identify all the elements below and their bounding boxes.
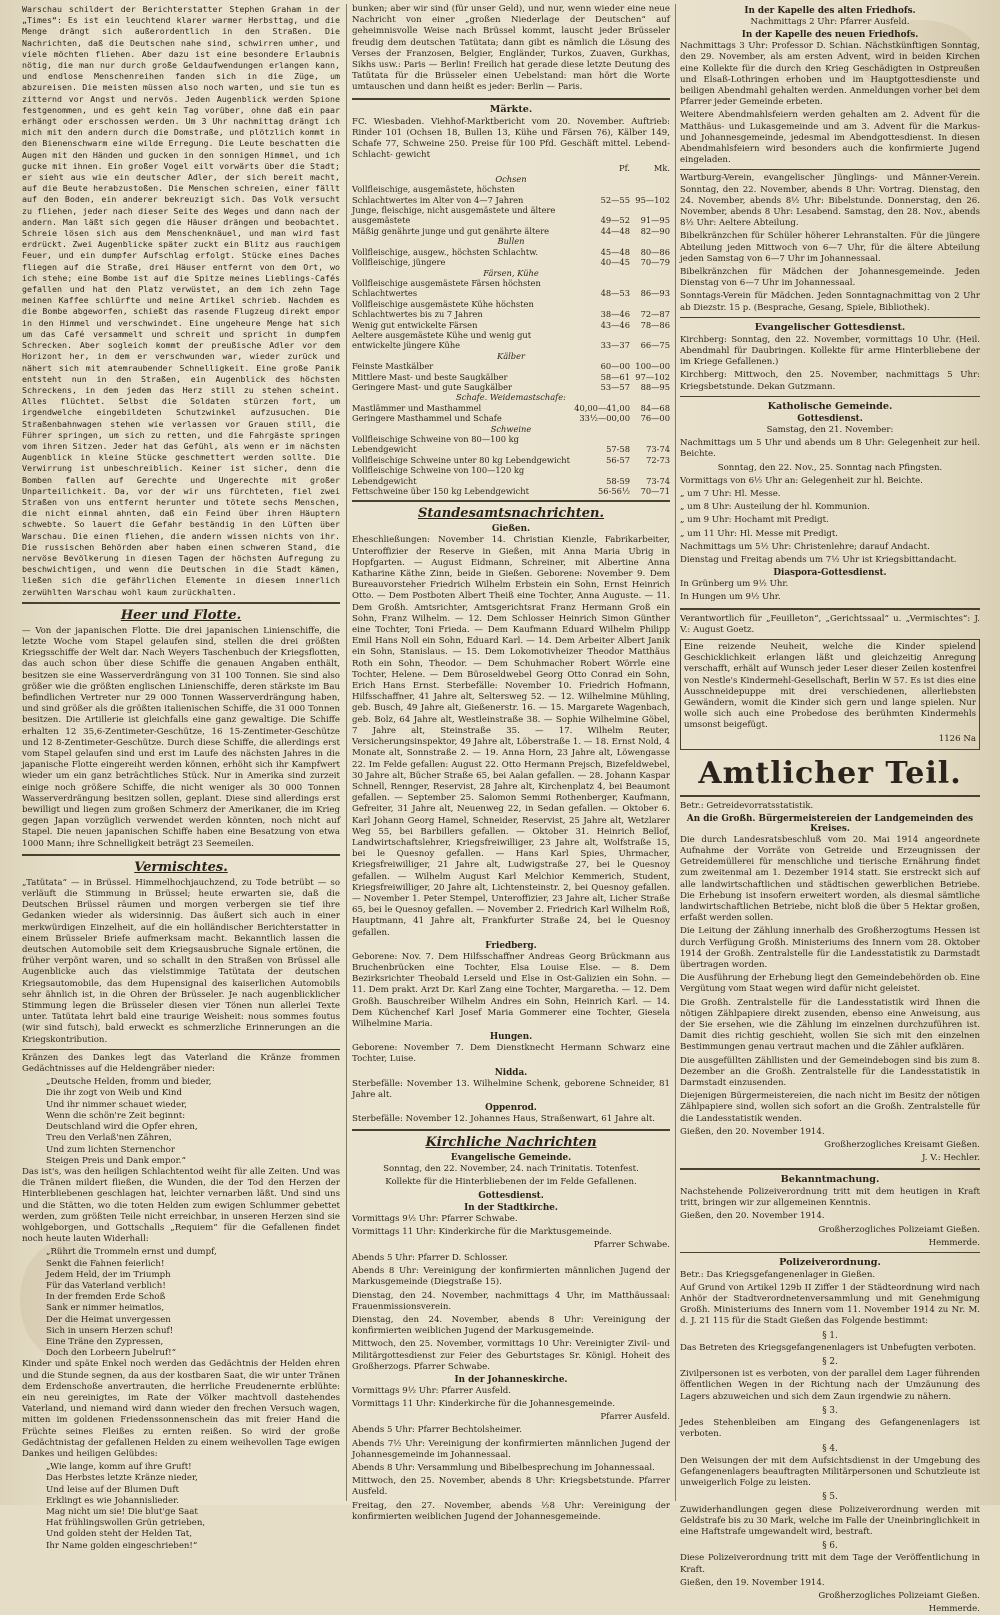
service-text: Nachmittags 3 Uhr: Professor D. Schian. Nächstkünftigen Sonntag, den 29. November, als am ersten Advent, wird in beiden Kirchen eine Kollekte für die durch den Krieg Geschädigten in Ostpreußen und Elsaß-Lothringen erhoben und im Hauptgottesdienste und beiligen Abendmahl gehalten werden. Anmeldungen vorher bei dem Pfarrer jeder Gemeinde erbeten. [680, 41, 980, 108]
notice-addressee: An die Großh. Bürgermeistereien der Landgemeinden des Kreises. [686, 813, 974, 834]
poem-line: Sank er nimmer heimatlos, [46, 1303, 165, 1314]
maerkte-heading: Märkte. [489, 103, 533, 115]
service-line: „ um 7 Uhr: Hl. Messe. [680, 488, 781, 499]
standesamt-friedberg: Geborene: Nov. 7. Dem Hilfsschaffner Andreas Georg Brückmann aus Bruchenbrücken eine Tochter, Elsa Louise Else. — 8. Dem Bezirksrichter Theobald Lerseld und Else in Ost-Galizien ein Sohn. — 11. Dem prakt. Arzt Dr. Karl Zang eine Tochter, Margaretha. — 12. Dem Großh. Bauschreiber Wilhelm Andres ein Sohn, Heinrich Karl. — 14. Dem Küchenchef Karl Josef Maria Gommerer eine Tochter, Giesela Wilhelmine Maria. [352, 951, 670, 1029]
market-item-label: Vollfleischige ausgemästete Kühe höchsten Schlachtwertes bis zu 7 Jahren [352, 298, 534, 320]
service-line: „ um 8 Uhr: Austeilung der hl. Kommunion. [680, 502, 870, 513]
section-divider [680, 795, 980, 797]
kirchberg-wednesday: Kirchberg: Mittwoch, den 25. November, nachmittags 5 Uhr: Kriegsbetstunde. Dekan Gutzmann. [680, 370, 980, 392]
bekanntmachung-heading: Bekanntmachung. [780, 1174, 880, 1186]
standesamt-giessen: Eheschließungen: November 14. Christian Kienzle, Fabrikarbeiter, Unteroffizier der Reserve in Gießen, mit Anna Maria Ubrig in Hopfgarten. — August Eidmann, Schreiner, mit Albertine Anna Katharine Käthe Zinn, beide in Gießen. Geborene: November 9. Dem Bureauvorsteher Friedrich Wilhelm Erbstein ein Sohn, Ernst Heinrich Otto. — Dem Postboten Albert Theiß eine Tochter, Anna Auguste. — 11. Dem Großh. Amtsrichter, Amtsgerichtsrat Franz Hermann Groß ein Sohn, Franz Wilhelm. — 12. Dem Schlosser Heinrich Simon Günther eine Tochter, Toni Frieda. — Dem Kaufmann Eduard Wilhelm Philipp Emil Hans Noll ein Sohn, Eduard Karl. — 14. Dem Arbeiter Albert Janik ein Sohn, Stanislaus. — 15. Dem Lokomotivheizer Theodor Matthäus Roth ein Sohn, Theodor. — Dem Schuhmacher Robert Wörrle eine Tochter, Helene. — Dem Büroseldwebel Georg Otto Conrad ein Sohn, Erich Hans Ernst. Sterbefälle: November 10. Friedrich Hofmann, Hilfsschaffner, 41 Jahre alt, Seltersweg 52. — 12. Wilhelmine Mühling, geb. Busch, 49 Jahre alt, Gießenerstr. 16. — 15. Margarete Wagenbach, geb. Bolz, 64 Jahre alt, Westleinstraße 38. — Sophie Wilhelmine Göbel, 7 Jahre alt, Steinstraße 35. — 17. Wilhelm Reuter, Versicherungsinspektor, 49 Jahre alt, Löberstraße 1. — 18. Ernst Nold, 4 Monate alt, Sonnstraße 2. — 19. Anna Horn, 23 Jahre alt, Löwengasse 22. Im Felde gefallen: August 22. Otto Hermann Prejsch, Bizefeldwebel, 30 Jahre alt, Bücher Straße 65, bei Aalan gefallen. — 28. Johann Kaspar Schnell, Rennger, Reservist, 28 Jahre alt, Kirchenplatz 4, bei Beaumont gefallen. — September 25. Salomon Semmi Rothenberger, Kaufmann, Gefreiter, 31 Jahre alt, Neuenweg 22, in Sedan gefallen. — Oktober 6. Karl Johann Georg Hamel, Schneider, Reservist, 25 Jahre alt, Wetzlarer Weg 55, bei Barbillers gefallen. — Oktober 31. Heinrich Bellof, Landwirtschaftslehrer, Kriegsfreiwilliger, 23 Jahre alt, Wolfstraße 15, bei le Quesnoy gefallen. — Hans Karl Spies, Uhrmacher, Kriegsfreiwilliger, 21 Jahre alt, Ludwigstraße 27, bei le Quesnoy gefallen. — Wilhelm August Karl Melchior Kemmerich, Student, Kriegsfreiwilliger, 20 Jahre alt, Lichtensteinstr. 2, bei Quesnoy gefallen. — November 1. Peter Stempel, Unteroffizier, 23 Jahre alt, Licher Straße 65, bei le Quesnoy gefallen. — November 2. Friedrich Karl Wilhelm Roß, Hauptmann, 41 Jahre alt, Frankfurter Straße 24, bei le Quesnoy gefallen. [352, 535, 670, 938]
gottesdienst-heading: Gottesdienst. [478, 1190, 544, 1201]
market-header-row [352, 163, 670, 173]
market-price-value: 48—53 [600, 288, 630, 299]
market-item-label: Vollfleischige Schweine von 80—100 kg Lebendgewicht [352, 434, 519, 455]
poem-line: In der fremden Erde Schoß [46, 1292, 166, 1303]
market-category-row [352, 351, 670, 361]
section-divider [22, 854, 340, 856]
market-price-row [352, 257, 670, 267]
service-line: „ um 11 Uhr: Hl. Messe mit Predigt. [680, 528, 839, 539]
notice-text: Nachstehende Polizeiverordnung tritt mit dem heutigen in Kraft tritt, bringen wir zur allgemeinen Kenntnis. [680, 1187, 980, 1209]
paragraph-text: Das Betreten des Kriegsgefangenenlagers ist Unbefugten verboten. [680, 1342, 977, 1353]
market-category-row [352, 174, 670, 184]
notice-signature: Großherzogliches Polizeiamt Gießen. [818, 1590, 980, 1601]
town-heading: Gießen. [491, 524, 531, 535]
notice-text: Auf Grund von Artikel 129b II Ziffer 1 der Städteordnung wird nach Anhör der Stadtverordnetenversammlung und mit Genehmigung Großh. Ministeriums des Innern vom 11. November 1914 zu Nr. M. d. J. 21 115 für die Stadt Gießen das Folgende bestimmt: [680, 1282, 980, 1327]
paragraph-text: Jedes Stehenbleiben am Eingang des Gefangenenlagers ist verboten. [680, 1418, 980, 1440]
market-price-row [352, 465, 670, 486]
market-price-row [352, 455, 670, 465]
market-category-label: Schafe. Weidemastschafe: [456, 392, 566, 403]
gottesdienst-heading: Gottesdienst. [797, 413, 863, 424]
market-category-label: Färsen, Kühe [483, 267, 539, 278]
poem-line: Und ihr nimmer schauet wieder, [46, 1099, 187, 1110]
market-price-row [352, 278, 670, 299]
alter-friedhof-heading: In der Kapelle des alten Friedhofs. [744, 6, 916, 16]
notice-text: Die durch Landesratsbeschluß vom 20. Mai 1914 angeordnete Aufnahme der Vorräte von Getreide und Erzeugnissen der Getreidemüllerei für menschliche und tierische Ernährung findet zum zweitenmal am 1. Dezember 1914 statt. Sie erstreckt sich auf alle landwirtschaftlichen und städtischen gewerblichen Betriebe. Die Erhebung ist insofern erweitert worden, als diesmal sämtliche landwirtschaftlichen Betriebe, nicht bloß die über 5 Hektar großen, erfaßt werden sollen. [680, 834, 980, 924]
poem-line: Ihr Name golden eingeschrieben!“ [46, 1540, 198, 1551]
kollekte-line: Kollekte für die Hinterbliebenen der im Felde Gefallenen. [385, 1177, 637, 1188]
market-price-value: 73-74 [646, 444, 670, 455]
market-price-row [352, 486, 670, 496]
market-header-cell [352, 163, 574, 173]
service-line: Abends 5 Uhr: Pfarrer D. Schlosser. [352, 1253, 508, 1263]
paragraph-text: Diese Polizeiverordnung tritt mit dem Tage der Veröffentlichung in Kraft. [680, 1553, 980, 1575]
kraenze-middle: Das ist's, was den heiligen Schlachtentod weiht für alle Zeiten. Und was die Tränen mildert fließen, die Wunden, die der Tod den Herzen der Hinterbliebenen geschlagen hat, leichter vernarben läßt. Und sind uns und die Stätten, wo die toten Helden zum ewigen Schlummer gebettet werden, zum größten Teile nicht erreichbar, in unseren Herzen sind sie wohlgeborgen, und Gottschalls „Requiem“ für die Gefallenen findet noch heute lauten Widerhall: [22, 1166, 340, 1245]
market-category-row [352, 268, 670, 278]
market-price-row [352, 299, 670, 320]
market-item-label: Fettschweine über 150 kg Lebendgewicht [352, 486, 529, 497]
section-divider [352, 98, 670, 100]
poem-line: Erklingt es wie Johannislieder. [46, 1495, 180, 1506]
notice-signature: Hemmerde. [928, 1237, 980, 1248]
paragraph-number: § 6. [822, 1541, 838, 1552]
service-line: Dienstag, den 24. November, nachmittags 4 Uhr, im Matthäussaal: Frauenmissionsverein. [352, 1290, 670, 1312]
poem-line: Sich in unsern Herzen schuf! [46, 1325, 174, 1336]
market-price-row [352, 330, 670, 351]
kirchberg-sunday: Kirchberg: Sonntag, den 22. November, vormittags 10 Uhr. (Heil. Abendmahl für Daubringen. Kollekte für arme Hinterbliebene der im Kriege Gefallenen.) [680, 334, 980, 368]
standesamt-nidda: Sterbefälle: November 13. Wilhelmine Schenk, geborene Schneider, 81 Jahre alt. [352, 1078, 670, 1100]
market-price-row [352, 434, 670, 455]
service-line: Vormittags 9½ Uhr: Pfarrer Ausfeld. [352, 1386, 511, 1397]
abendmahl-text: Weitere Abendmahlsfeiern werden gehalten am 2. Advent für die Matthäus- und Lukasgemeinde und am 3. Advent für die Markus- und Johannesgemeinde, jedesmal im Abendgottesdienst. In diesen Abendmahlsfeiern wird besonders auch die konfirmierte Jugend eingeladen. [680, 110, 980, 166]
poem-line: Und zum lichten Sternenchor [46, 1144, 175, 1155]
market-price-value: 70—79 [640, 257, 670, 268]
market-price-row [352, 413, 670, 423]
paragraph-text: Den Weisungen der mit dem Aufsichtsdienst in der Umgebung des Gefangenenlagers beauftragten Militärpersonen und Schutzleute ist unweigerlich Folge zu leisten. [680, 1455, 980, 1489]
vermischtes-article: „Tatütata“ — in Brüssel. Himmelhochjauchzend, zu Tode betrübt — so verläuft die Stimmung in Brüssel; heute erwarten sie, daß die Deutschen Brüssel räumen und morgen verbergen sie tief ihre Gedanken wieder als widersinnig. Das äußert sich auch in einer merkwürdigen Einzelheit, auf die ein holländischer Berichterstatter in einem Brüsseler Briefe aufmerksam macht. Bekanntlich lassen die deutschen Automobile seit dem Kriegsausbruche Signale ertönen, die früher verpönt waren, und so schallt in den Straßen von Brüssel alle Augenblicke auch das vielstimmige Tatütata der deutschen Kriegsautomobile, das dem Hupensignal des kaiserlichen Automobils sehr ähnlich ist, in die Ohren der Brüsseler. Je nach augenblicklicher Stimmung legen die Brüsseler diesen vier Tönen nun allerlei Texte unter. Tatütata lehrt bald eine traurige Weisheit: nous sommes foutus (wir sind futsch), bald erweckt es schmerzliche Erinnerungen an die Kriegskontribution. [22, 877, 340, 1045]
market-category-label: Kälber [497, 350, 525, 361]
standesamt-heading: Standesamtsnachrichten. [417, 506, 605, 522]
notice-text: Die Leitung der Zählung innerhalb des Großherzogtums Hessen ist durch Verfügung Großh. Ministeriums des Innern vom 28. Oktober 1914 der Großh. Zentralstelle für die Landesstatistik zu Darmstadt übertragen worden. [680, 926, 980, 970]
service-line: Freitag, den 27. November, abends ½8 Uhr: Vereinigung der konfirmierten weiblichen Jugend der Johannesgemeinde. [352, 1500, 670, 1522]
paragraph-number: § 4. [822, 1443, 838, 1454]
service-line: Dienstag, den 24. November, abends 8 Uhr: Vereinigung der konfirmierten weiblichen Jugend der Markusgemeinde. [352, 1315, 670, 1337]
market-price-value: 56-56½ [598, 486, 630, 497]
service-line: Vormittags von 6½ Uhr an: Gelegenheit zur hl. Beichte. [680, 475, 923, 486]
town-heading: Oppenrod. [485, 1102, 537, 1113]
market-item-label: Geringere Mast- und gute Saugkälber [352, 381, 512, 392]
sunday-line: Sonntag, den 22. November, 24. nach Trinitatis. Totenfest. [383, 1164, 639, 1175]
poem-gruft [22, 1462, 340, 1552]
market-price-table [352, 163, 670, 496]
kirchliche-heading: Kirchliche Nachrichten [425, 1135, 597, 1151]
notice-date: Gießen, den 20. November 1914. [680, 1126, 825, 1137]
paragraph-number: § 3. [822, 1405, 838, 1416]
market-price-value: 86—93 [640, 288, 670, 299]
service-line: In Grünberg um 9½ Uhr. [680, 579, 789, 590]
market-price-value: 76—00 [640, 413, 670, 424]
stadtkirche-heading: In der Stadtkirche. [464, 1202, 558, 1213]
service-line: Vormittags 11 Uhr: Kinderkirche für die Marktusgemeinde. [352, 1226, 612, 1237]
advertisement-text: Eine reizende Neuheit, welche die Kinder spielend Geschicklichkeit erlangen läßt und gleichzeitig Anregung verschafft, erhält auf Wunsch jeder Leser dieser Zeilen kostenfrei von Nestle's Kindermehl-Gesellschaft, Berlin W 57. Es ist dies eine Ausschneidepuppe mit drei verschiedenen, allerliebsten Gewändern, womit die Kinder sich gern und lange spielen. Nur wolle sich auch eine Probedose des berühmten Kindermehls umsonst beigefügt. [684, 641, 976, 731]
poem-line: Jedem Held, der im Triumph [46, 1269, 171, 1280]
market-item-label: Aeltere ausgemästete Kühe und wenig gut entwickelte jüngere Kühe [352, 329, 532, 351]
market-price-value: 56-57 [606, 454, 630, 465]
notice-text: Diejenigen Bürgermeistereien, die nach nicht im Besitz der nötigen Zählpapiere sind, wollen sich sofort an die Großh. Zentralstelle für die Landesstatistik wenden. [680, 1091, 980, 1124]
market-price-value: 91—95 [640, 215, 670, 226]
service-line: „ um 9 Uhr: Hochamt mit Predigt. [680, 515, 829, 526]
market-item-label: Vollfleischige, jüngere [352, 257, 446, 268]
column-rule [675, 4, 676, 1501]
paragraph-number: § 1. [822, 1330, 838, 1341]
poem-line: „Wie lange, komm auf ihre Gruft! [46, 1462, 192, 1473]
service-line: Abends 8 Uhr: Versammlung und Bibelbesprechung im Johannessaal. [352, 1463, 655, 1474]
poem-line: Das Herbstes letzte Kränze nieder, [46, 1473, 198, 1484]
notice-subject: Betr.: Getreidevorratsstatistik. [680, 800, 814, 811]
service-line: Abends 7½ Uhr: Vereinigung der konfirmierten männlichen Jugend der Johannesgemeinde im Johannessaal. [352, 1438, 670, 1460]
service-line: Nachmittags 2 Uhr: Pfarrer Ausfeld. [750, 17, 910, 27]
market-price-value: 44—48 [600, 225, 630, 236]
market-item-label: Wenig gut entwickelte Färsen [352, 319, 478, 330]
service-line: Vormittags 11 Uhr: Kinderkirche für die Johannesgemeinde. [352, 1399, 615, 1410]
vermischtes-continued: bunken; aber wir sind (für unser Geld), und nur, wenn wieder eine neue Nachricht von einer „großen Niederlage der Deutschen“ auf geheimnisvolle Weise nach Brüssel kommt, lauscht jeder Brüsseler freudig dem deutschen Tatütata; dann gibt es nämlich die Lösung des Verses der Franzosen, Belgier, Engländer, Turkos, Zuaven, Gurkhas, Sikhs usw.: Paris — Berlin! Freilich hat gerade diese letzte Deutung des Tatütata für die Brüsseler einen Uebelstand: man hört die Worte umtauschen und dann heißt es jeder: Berlin — Paris. [352, 4, 670, 93]
service-line: Mittwoch, den 25. November, vormittags 10 Uhr: Vereinigter Zivil- und Militärgottesdienst zur Feier des Geburtstages Sr. Königl. Hoheit des Großherzogs. Pfarrer Schwabe. [352, 1339, 670, 1372]
market-price-row [352, 382, 670, 392]
market-price-row [352, 205, 670, 226]
heer-flotte-heading: Heer und Flotte. [120, 607, 242, 623]
market-price-row [352, 247, 670, 257]
kraenze-intro: Kränzen des Dankes legt das Vaterland die Kränze frommen Gedächtnisses auf die Heldengräber nieder: [22, 1052, 340, 1075]
market-price-value: 43—46 [600, 319, 630, 330]
amtlicher-teil-heading: Amtlicher Teil. [698, 755, 962, 791]
market-item-label: Vollfleischige, ausgew., höchsten Schlachtw. [352, 246, 538, 257]
market-price-value: 70—71 [640, 486, 670, 497]
market-price-value: 33—37 [600, 340, 630, 351]
service-line: Samstag, den 21. November: [766, 424, 894, 435]
poem-line: Doch den Lorbeern Jubelruf!“ [46, 1348, 177, 1359]
market-price-row [352, 184, 670, 205]
market-price-value: 52—55 [600, 194, 630, 205]
verantwortlich-line: Verantwortlich für „Feuilleton“, „Gerichtssaal“ u. „Vermischtes“: J. V.: August Goetz. [680, 613, 980, 635]
section-divider [22, 602, 340, 604]
market-item-label: Vollfleischige Schweine unter 80 kg Lebendgewicht [352, 454, 570, 465]
paragraph-number: § 2. [822, 1357, 838, 1368]
market-price-value: 84—68 [640, 402, 670, 413]
section-divider [352, 1129, 670, 1131]
market-price-value: 80—86 [640, 246, 670, 257]
kraenze-end: Kinder und späte Enkel noch werden das Gedächtnis der Helden ehren und die Stunde segnen, da aus der kostbaren Saat, die wir unter Tränen dem Erdenschoße anvertrauten, die herrliche Freudenernte erblühte: ein neu gereinigtes, im Rate der Völker machtvoll dastehendes Vaterland, und niemand wird dann wieder den frechen Versuch wagen, mitten im goldenen Friedenssonnenschein das mit freier Hand die Früchte seines Fleißes zu ernten reißen. So wird der große Gedächtnistag der gefallenen Helden zu einem weihevollen Tage ewigen Dankes und heiligen Gelübdes: [22, 1359, 340, 1459]
market-item-label: Mäßig genährte junge und gut genährte ältere [352, 225, 550, 236]
notice-signature: Großherzogliches Kreisamt Gießen. [824, 1140, 980, 1151]
market-price-value: 40—45 [600, 257, 630, 268]
notice-text: Die ausgefüllten Zähllisten und der Gemeindebogen sind bis zum 8. Dezember an die Großh. Zentralstelle für die Landesstatistik in Darmstadt einzusenden. [680, 1055, 980, 1089]
poem-line: Steigen Preis und Dank empor.“ [46, 1155, 186, 1166]
standesamt-hungen: Geborene: November 7. Dem Dienstknecht Hermann Schwarz eine Tochter, Luise. [352, 1043, 670, 1065]
notice-date: Gießen, den 20. November 1914. [680, 1211, 825, 1222]
column-rule [346, 4, 347, 1501]
town-heading: Friedberg. [485, 940, 537, 951]
market-price-value: 58—61 [600, 371, 630, 382]
paragraph-number: § 5. [822, 1492, 838, 1503]
service-line: Dienstag und Freitag abends um 7½ Uhr ist Kriegsbittandacht. [680, 554, 957, 565]
market-price-value: 38—46 [600, 309, 630, 320]
market-item-label: Mittlere Mast- und beste Saugkälber [352, 371, 508, 382]
column-3 [680, 4, 980, 1614]
market-price-value: 82—90 [640, 225, 670, 236]
poem-line: Für das Vaterland verblich! [46, 1280, 166, 1291]
section-divider [680, 1168, 980, 1170]
vermischtes-heading: Vermischtes. [134, 859, 228, 875]
market-price-value: 100—00 [635, 361, 670, 372]
market-price-row [352, 372, 670, 382]
advertisement-ref: 1126 Na [938, 733, 976, 744]
notice-text: Die Ausführung der Erhebung liegt den Gemeindebehörden ob. Eine Vergütung vom Staat wegen wird dafür nicht geleistet. [680, 973, 980, 995]
section-divider [680, 396, 980, 397]
notice-signature: Großherzogliches Polizeiamt Gießen. [818, 1224, 980, 1235]
standesamt-oppenrod: Sterbefälle: November 12. Johannes Haus, Straßenwart, 61 Jahre alt. [352, 1113, 656, 1124]
market-category-label: Schweine [490, 423, 532, 434]
market-category-label: Ochsen [495, 173, 527, 184]
service-line: Abends 8 Uhr: Vereinigung der konfirmierten männlichen Jugend der Markusgemeinde (Diegstraße 15). [352, 1266, 670, 1288]
market-price-value: 95—102 [635, 194, 670, 205]
war-report-article: Warschau schildert der Berichterstatter Stephen Graham in der „Times“: Es ist ein leuchtend klarer warmer Herbsttag, und die Menge drängt sich außerordentlich in den Straßen. Die Nachrichten, daß die Deutschen nahe sind, schwirren umher, und viele möchten fliehen. Aber dazu ist eine besondere Erlaubnis nötig, die man nur durch große Geldaufwendungen erlangen kann, und endlose Menschenreihen fanden sich in die Züge, um abzureisen. Die meisten müssen also noch warten, und sie tun es zitternd vor Angst und nervös. Jeden Augenblick werden Spione festgenommen, und es geht kein Tag vorüber, ohne daß ein paar erhängt oder erschossen werden. Um 3 Uhr nachmittag drängt ich mich mit den andern durch die Domstraße, und plötzlich kommt in den Bienenschwarm eine wilde Erregung. Die Leute beschatten die Augen mit den Händen und gucken in den sonnigen Himmel, und ich gucke mit ihnen. Ein großer Vogel eilt vorwärts über die Stadt; er sieht aus wie ein deutscher Adler, der sich bereit macht, auf die Beute herabzustoßen. Die Menschen schreien, einer fällt auf den Boden, ein anderer bekreuzigt sich. Das Volk versucht zu fliehen, jeder nach dieser Seite des Weges und dann nach der andern. Man läßt sich gegen die Häuser drängen und beobachtet. Schreie lösen sich aus dem Menschenknäuel, und man wird fast erdrückt. Zwei Augenblicke später zuckt ein Blitz aus rauchigem Feuer, und ein dumpfer Aufschlag erfolgt. Stücke eines Daches fliegen auf die Straße, drei Häuser entfernt von dem Ort, wo ich stehe; eine Bombe ist auf die Spitze meines Lieblings-Cafés gefallen und hat den Platz verwüstet, an dem ich zehn Tage meinen Kaffee schlürfte und meine Artikel schrieb. Nachdem es die Bombe abgeworfen, schießt das rasende Flugzeug direkt empor in den Himmel und verschwindet. Eine ungeheure Menge hat sich um das Café versammelt und schreit und spricht in dumpfem Schrecken. Aber sogleich kommt der preußische Adler vor dem Horizont her, in dem er verschwunden war, wieder zurück und nähert sich mit atemraubender Schnelligkeit. Eine große Panik entsteht nun in den Straßen, ein Augenblick des höchsten Schreckens, in dem jedem das Herz still zu stehen scheint. Alles flüchtet. Selbst die Soldaten stürzen fort, um irgendwelche eingebildeten Schutzwinkel aufzusuchen. Die Straßenbahnwagen stehen wie verlassen vor Grauen still, die Führer springen, um sich zu retten, und die Fahrgäste springen vom ihren Sitzen. Jeder hat das Gefühl, als wenn er im nächsten Augenblick in kleine Stücke geschmettert werden sollte. Die Verwirrung ist unbeschreiblich. Keiner ist sicher, denn die Bomben fallen auf Gerechte und Ungerechte mit großer Unparteilichkeit. Da, vor der wir uns fürchteten, fiel zwei Straßen von uns entfernt herunter und tötete sechs Menschen, die nicht einmal ahnten, daß ein Feind über ihren Häuptern schwebte. So lauert die Gefahr beständig in den Lüften über Warschau. Die einen fliehen, die andern wissen nichts von ihr. Die russischen Behörden aber haben einen schweren Stand, die nervöse Bevölkerung in diesen Tagen der höchsten Aufregung zu beschwichtigen, und wenn die Deutschen in die Stadt kämen, ließen sich die gefährlichen Elemente in diesem innerlich zerwühlten Warschau wohl kaum zurückhalten. [22, 4, 340, 597]
market-category-row [352, 392, 670, 402]
service-line: Nachmittags um 5½ Uhr: Christenlehre; darauf Andacht. [680, 541, 930, 552]
service-line: In Hungen um 9½ Uhr. [680, 592, 781, 603]
poem-line: Die ihr zogt von Weib und Kind [46, 1088, 182, 1099]
poem-line: Hat frühlingswollen Grün getrieben, [46, 1518, 206, 1529]
market-price-value: 60—00 [600, 361, 630, 372]
poem-line: Und golden steht der Helden Tat, [46, 1529, 192, 1540]
section-divider [22, 1049, 340, 1050]
service-line: Vormittags 9½ Uhr: Pfarrer Schwabe. [352, 1213, 518, 1224]
service-line: Pfarrer Schwabe. [593, 1240, 670, 1250]
service-line: Abends 5 Uhr: Pfarrer Bechtolsheimer. [352, 1425, 522, 1436]
service-line: Sonntag, den 22. Nov., 25. Sonntag nach Pfingsten. [717, 462, 943, 473]
market-price-value: 45—48 [600, 246, 630, 257]
market-header-cell: Pf. [619, 163, 630, 174]
poem-deutsche-helden [22, 1077, 340, 1167]
column-2 [352, 4, 670, 1522]
market-item-label: Mastlämmer und Masthammel [352, 402, 482, 413]
market-header-cell: Mk. [653, 163, 670, 174]
market-intro: FC. Wiesbaden. Viehhof-Marktbericht vom 20. November. Auftrieb: Rinder 101 (Ochsen 18, Bullen 13, Kühe und Färsen 76), Kälber 149, Schafe 77, Schweine 250. Preise für 100 Pfd. Geschäft mittel. Lebend- Schlacht- gewicht [352, 116, 670, 161]
section-divider [680, 1252, 980, 1253]
section-divider [352, 500, 670, 502]
heer-flotte-article: — Von der japanischen Flotte. Die drei japanischen Linienschiffe, die letzte Woche vom Stapel gelaufen sind, stellen die drei größten Kriegsschiffe der Welt dar. Nach Weyers Taschenbuch der Kriegsflotten, das auch schon über diese Schiffe die genauen Angaben enthält, besitzen sie eine Wasserverdrängung von 31 100 Tonnen. Sie sind also größer wie die größten englischen Linienschiffe, deren stärkste im Bau befindlichen Vertreter nur 29 000 Tonnen Wasserverdrängung haben, und sind größer als die größten italienischen Schiffe, die 31 000 Tonnen besitzen. Die Artillerie ist gleichfalls eine ganz gewaltige. Die Schiffe erhalten 12 35,6-Zentimeter-Geschütze, 16 15-Zentimeter-Geschütze und 12 8-Zentimeter-Geschütze. Durch diese Schiffe, die allerdings erst vom Stapel gelaufen sind und erst im Laufe des nächsten Jahres in die japanische Flotte eingereiht werden können, erhöht sich ihr Kampfwert wieder um ein ganz beträchtliches Stück. Nur in Amerika sind zurzeit einige noch größere Schiffe, die nicht weniger als 30 000 Tonnen Wasserverdrängung besitzen sollen, geplant. Diese sind allerdings erst bewilligt und liegen zum großen Schmerz der Amerikaner, die im Krieg gegen Japan vorzüglich verwendet werden könnten, noch nicht auf Stapel. Die neuen japanischen Schiffe haben eine Besatzung von etwa 1000 Mann; ihre Schnelligkeit beträgt 23 Seemeilen. [22, 625, 340, 849]
market-price-row [352, 226, 670, 236]
town-heading: Nidda. [494, 1067, 528, 1078]
sonntags-verein: Sonntags-Verein für Mädchen. Jeden Sonntagnachmittag von 2 Uhr ab Diezstr. 15 p. (Besprache, Gesang, Spiele, Bibliothek). [680, 291, 980, 313]
section-divider [680, 608, 980, 610]
poem-line: Senkt die Fahnen feierlich! [46, 1258, 165, 1269]
market-item-label: Vollfleischige ausgemästete Färsen höchsten Schlachtwertes [352, 277, 541, 299]
market-price-row [352, 320, 670, 330]
market-item-label: Vollfleischige Schweine von 100—120 kg Lebendgewicht [352, 465, 525, 486]
market-price-value: 97—102 [635, 371, 670, 382]
column-1 [22, 4, 340, 1551]
poem-line: Deutschland wird die Opfer ehren, [46, 1122, 198, 1133]
service-line: Mittwoch, den 25. November, abends 8 Uhr: Kriegsbetstunde. Pfarrer Ausfeld. [352, 1476, 670, 1498]
poem-line: Treu den Verlaß'nen Zähren, [46, 1133, 172, 1144]
poem-line: „Rührt die Trommeln ernst und dumpf, [46, 1247, 217, 1258]
market-category-row [352, 424, 670, 434]
market-price-value: 72—87 [640, 309, 670, 320]
market-item-label: Vollfleischige, ausgemästete, höchsten Schlachtwertes im Alter von 4—7 Jahren [352, 184, 524, 205]
market-price-value: 58-59 [606, 475, 630, 486]
notice-date: Gießen, den 19. November 1914. [680, 1577, 825, 1588]
poem-requiem [22, 1247, 340, 1359]
market-price-value: 53—57 [600, 381, 630, 392]
notice-subject: Betr.: Das Kriegsgefangenenlager in Gießen. [680, 1269, 876, 1280]
market-price-value: 66—75 [640, 340, 670, 351]
town-heading: Hungen. [489, 1032, 533, 1043]
market-price-value: 72-73 [646, 454, 670, 465]
johanneskirche-heading: In der Johanneskirche. [454, 1375, 568, 1386]
market-item-label: Junge, fleischige, nicht ausgemästete und ältere ausgemästete [352, 205, 556, 226]
market-price-row [352, 361, 670, 371]
nestle-advertisement [680, 639, 980, 750]
paragraph-text: Zivilpersonen ist es verboten, von der parallel dem Lager führenden öffentlichen Wegen in der Richtung nach der Umzäunung des Lagers abzuweichen und sich dem Zaun irgendwie zu nähern. [680, 1369, 980, 1402]
poem-line: Eine Träne den Zypressen, [46, 1336, 164, 1347]
market-item-label: Feinste Mastkälber [352, 361, 434, 372]
market-price-value: 49—52 [600, 215, 630, 226]
poem-line: Der die Heimat unvergessen [46, 1314, 171, 1325]
poem-line: Mag nicht um sie! Die blut'ge Saat [46, 1507, 198, 1517]
market-price-row [352, 403, 670, 413]
notice-signature: Hemmerde. [928, 1603, 980, 1614]
neuer-friedhof-heading: In der Kapelle des neuen Friedhofs. [741, 30, 919, 41]
diaspora-heading: Diaspora-Gottesdienst. [773, 568, 887, 579]
market-category-row [352, 236, 670, 246]
katholische-gemeinde-heading: Katholische Gemeinde. [767, 400, 893, 412]
poem-line: Und leise auf der Blumen Duft [46, 1484, 179, 1495]
evangelischer-gottesdienst-heading: Evangelischer Gottesdienst. [754, 321, 906, 333]
evangelische-gemeinde-heading: Evangelische Gemeinde. [450, 1153, 572, 1164]
poem-line: Wenn die schön're Zeit beginnt: [46, 1110, 186, 1121]
market-item-label: Geringere Masthammel und Schafe [352, 413, 502, 424]
section-divider [680, 317, 980, 318]
poem-line: „Deutsche Helden, fromm und bieder, [46, 1077, 212, 1088]
bibelkraenzchen-schueler: Bibelkränzchen für Schüler höherer Lehranstalten. Für die jüngere Abteilung jeden Mittwoch von 6—7 Uhr, für die ältere Abteilung jeden Samstag von 6—7 Uhr im Johannessaal. [680, 231, 980, 264]
market-price-value: 78—86 [640, 319, 670, 330]
section-divider [680, 169, 980, 170]
market-category-label: Bullen [497, 236, 525, 247]
bibelkraenzchen-maedchen: Bibelkränzchen für Mädchen der Johannesgemeinde. Jeden Dienstag von 6—7 Uhr im Johannessaal. [680, 267, 980, 289]
wartburg-verein: Wartburg-Verein, evangelischer Jünglings- und Männer-Verein. Sonntag, den 22. November, abends 8 Uhr: Vortrag. Dienstag, den 24. November, abends 8½ Uhr: Bibelstunde. Donnerstag, den 26. November, abends 8 Uhr: Lesabend. Samstag, den 28. Nov., abends 8½ Uhr: Aeltere Abteilung. [680, 173, 980, 229]
polizeiverordnung-heading: Polizeiverordnung. [779, 1256, 881, 1268]
service-line: Pfarrer Ausfeld. [600, 1412, 670, 1423]
notice-text: Die Großh. Zentralstelle für die Landesstatistik wird Ihnen die nötigen Zählpapiere direkt zusenden, ebenso eine Anweisung, aus der Sie ersehen, wie die Zählung im einzelnen durchzuführen ist. Damit dies richtig geschieht, wollen Sie sich mit den einzelnen Bestimmungen genau vertraut machen und die Zähler aufklären. [680, 997, 980, 1053]
market-price-value: 33½—00,00 [579, 413, 630, 424]
market-price-value: 40,00—41,00 [574, 402, 630, 413]
notice-signature: J. V.: Hechler. [922, 1153, 980, 1164]
market-price-value: 57-58 [606, 444, 630, 455]
market-price-value: 88—95 [640, 381, 670, 392]
service-line: Nachmittags um 5 Uhr und abends um 8 Uhr: Gelegenheit zur heil. Beichte. [680, 438, 980, 460]
paragraph-text: Zuwiderhandlungen gegen diese Polizeiverordnung werden mit Geldstrafe bis zu 30 Mark, welche im Falle der Uneinbringlichkeit in eine Haftstrafe umgewandelt wird, bestraft. [680, 1504, 980, 1537]
market-price-value: 73-74 [646, 475, 670, 486]
